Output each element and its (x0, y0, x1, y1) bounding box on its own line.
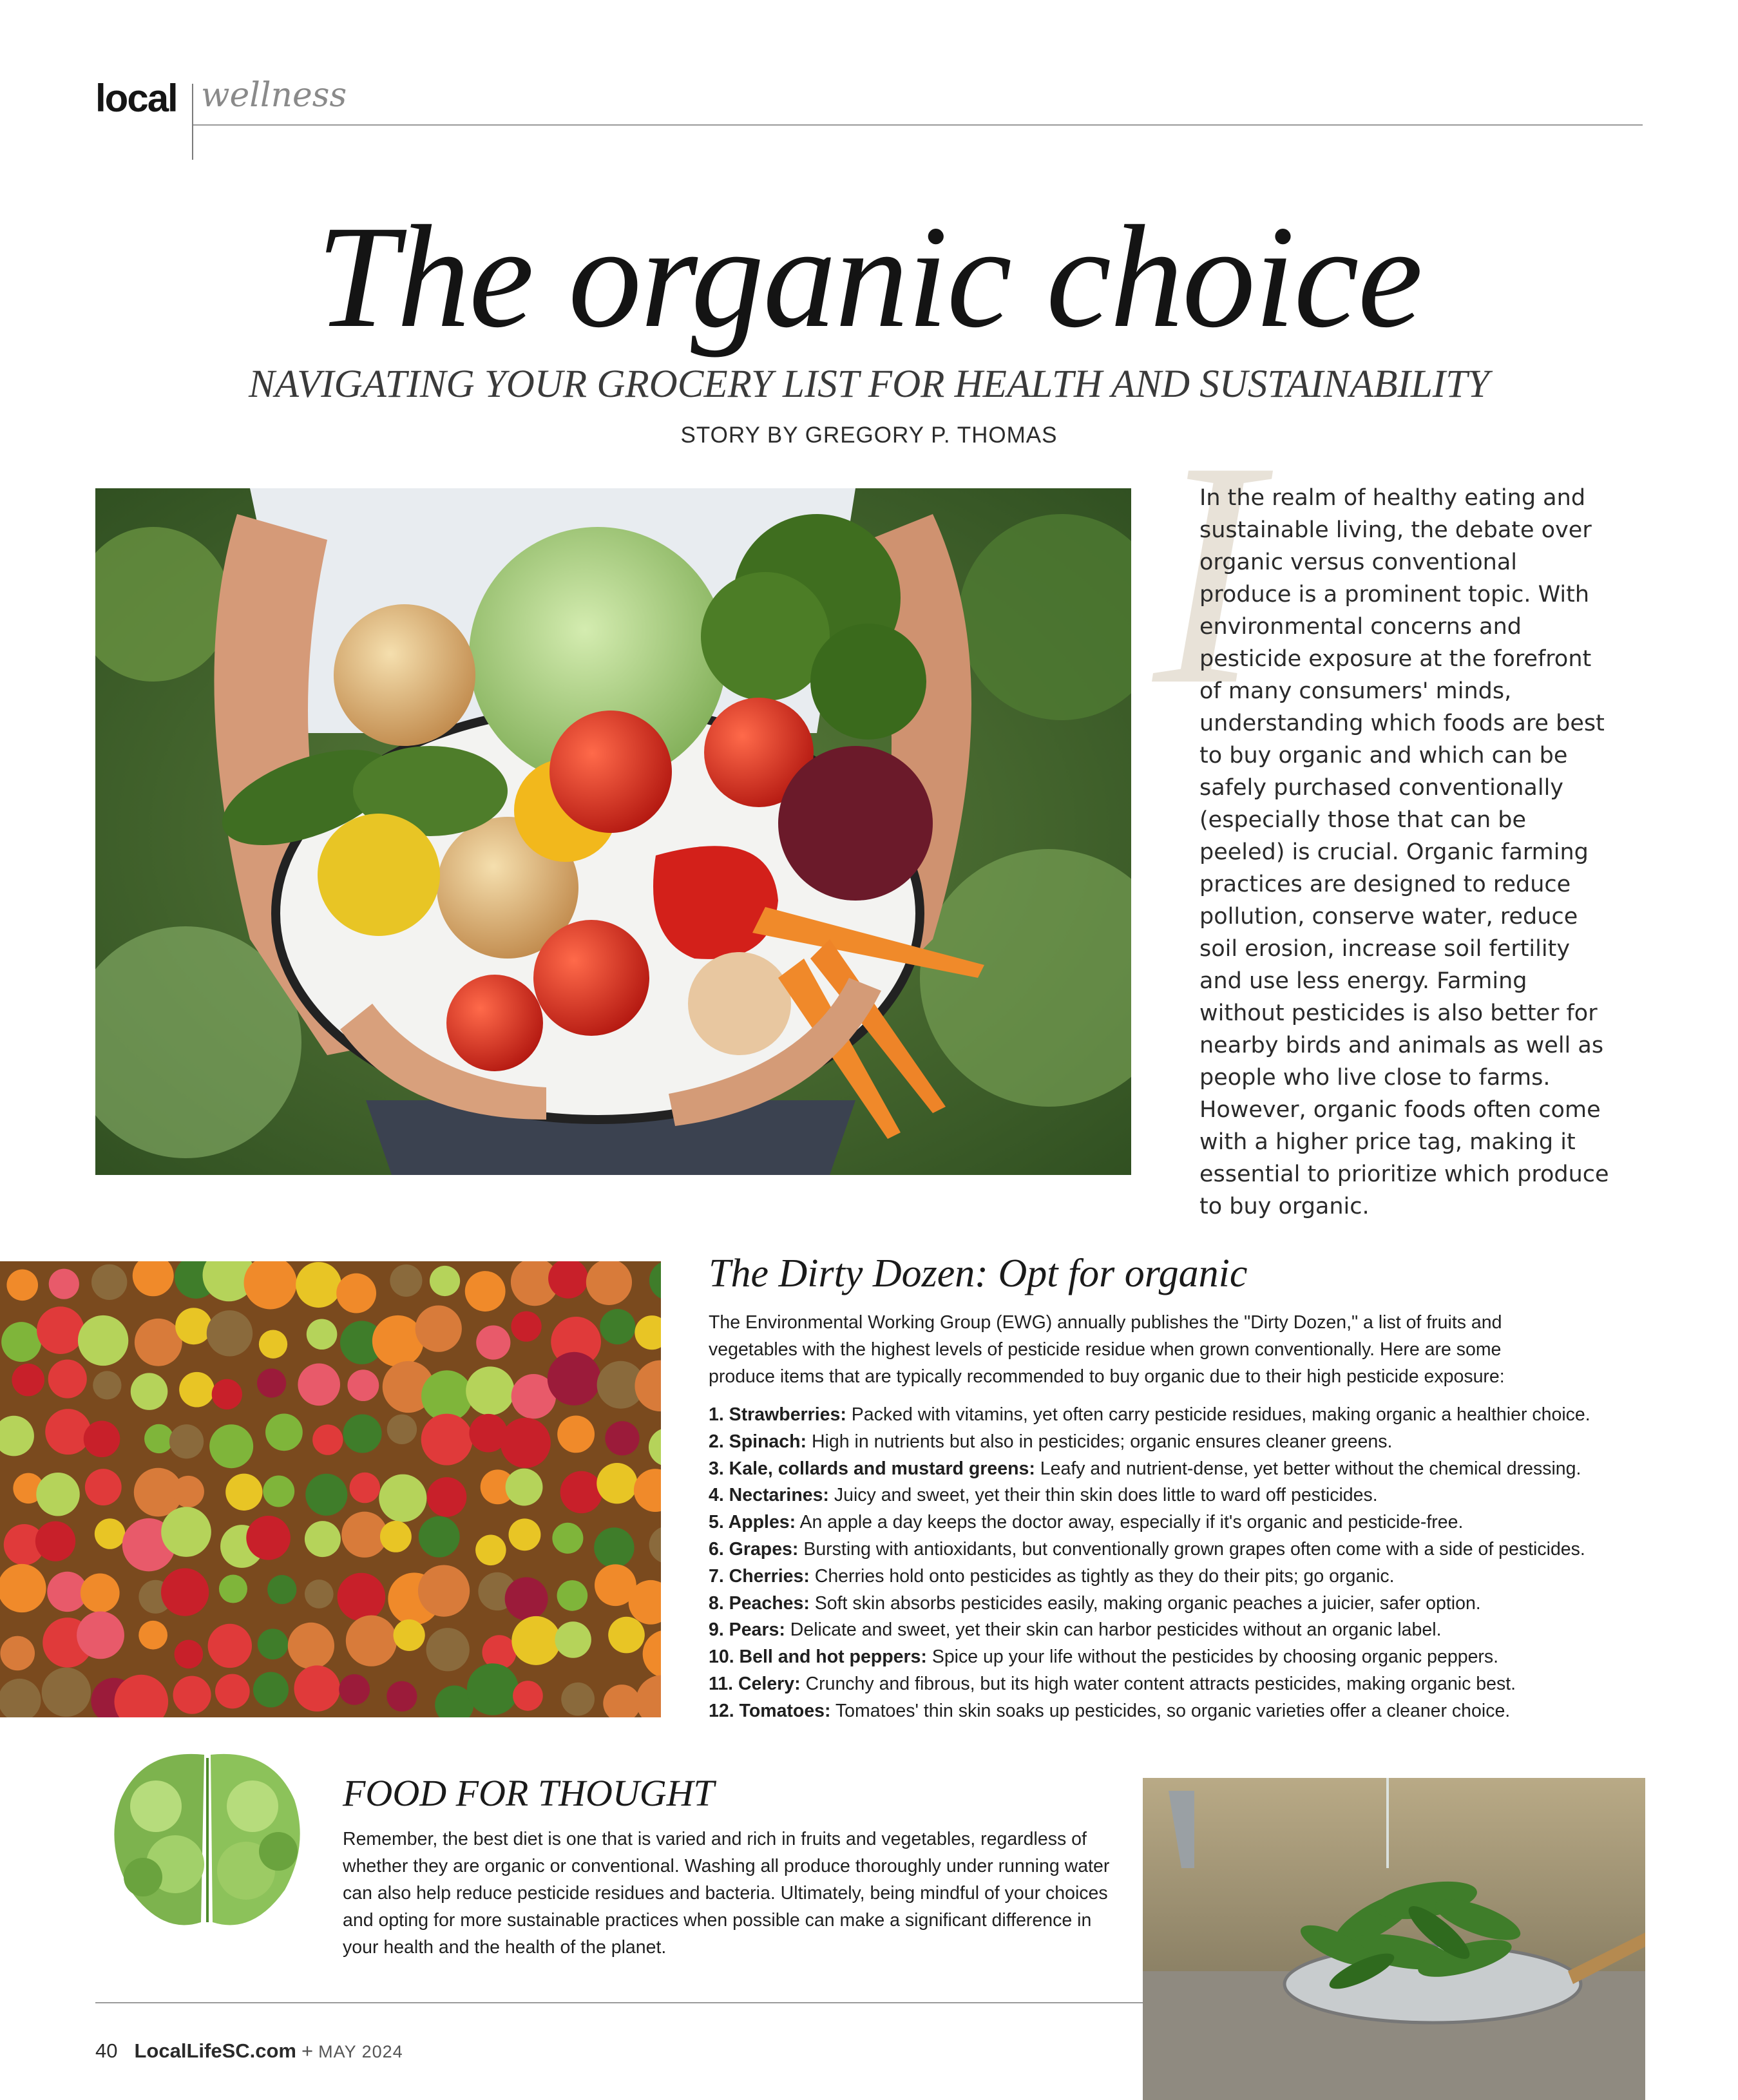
article-byline: STORY BY GREGORY P. THOMAS (680, 423, 1058, 448)
market-produce (560, 1471, 603, 1514)
market-produce (267, 1575, 296, 1604)
market-produce (608, 1617, 645, 1654)
list-item: 11. Celery: Crunchy and fibrous, but its high water content attracts pesticides, making organic best. (709, 1673, 1516, 1694)
market-produce (343, 1414, 382, 1453)
market-produce (506, 1469, 543, 1506)
market-produce (296, 1262, 341, 1308)
market-produce (294, 1665, 339, 1711)
market-produce (212, 1379, 242, 1409)
market-produce (85, 1469, 122, 1505)
list-item: 6. Grapes: Bursting with antioxidants, but conventionally grown grapes often come with a side of pesticides. (709, 1538, 1585, 1560)
list-item: 9. Pears: Delicate and sweet, yet their skin can harbor pesticides without an organic label. (709, 1619, 1442, 1641)
page-number: 40 (95, 2039, 118, 2062)
market-produce (605, 1421, 639, 1455)
market-produce (77, 1611, 124, 1659)
market-produce (305, 1521, 341, 1557)
footer-rule (95, 2002, 1143, 2003)
lettuce-brain-illustration (104, 1748, 309, 1935)
food-for-thought-heading: FOOD FOR THOUGHT (343, 1772, 714, 1814)
dirty-dozen-heading: The Dirty Dozen: Opt for organic (709, 1252, 1248, 1295)
list-item: 8. Peaches: Soft skin absorbs pesticides easily, making organic peaches a juicier, safer option. (709, 1592, 1481, 1614)
market-produce (225, 1474, 262, 1511)
list-item: 12. Tomatoes: Tomatoes' thin skin soaks up pesticides, so organic varieties offer a cleaner choice. (709, 1700, 1511, 1721)
market-produce (175, 1308, 212, 1344)
market-produce (175, 1640, 204, 1669)
market-produce (78, 1315, 128, 1366)
market-produce (501, 1418, 551, 1468)
market-produce (387, 1681, 417, 1712)
market-produce (84, 1421, 120, 1458)
footer-separator: + (301, 2039, 314, 2062)
market-produce (347, 1370, 379, 1401)
market-produce (419, 1516, 460, 1558)
dirty-dozen-list (709, 1402, 1714, 1725)
market-produce (173, 1476, 204, 1507)
market-produce (161, 1507, 211, 1557)
market-produce (557, 1415, 595, 1453)
market-produce (257, 1369, 286, 1398)
footer-issue: MAY 2024 (318, 2042, 403, 2061)
market-produce (557, 1580, 588, 1611)
market-produce (215, 1674, 250, 1709)
market-produce (476, 1325, 510, 1359)
market-produce (418, 1565, 470, 1616)
drop-cap: I (1153, 395, 1261, 752)
washing-greens-photo (1143, 1778, 1645, 2100)
market-produce (336, 1274, 376, 1313)
market-produce (597, 1463, 637, 1503)
market-produce (555, 1621, 591, 1657)
header-rule (193, 124, 1643, 126)
footer-site: LocalLifeSC.com (134, 2039, 296, 2062)
market-produce (350, 1473, 380, 1503)
market-produce (380, 1521, 412, 1552)
list-item: 1. Strawberries: Packed with vitamins, yet often carry pesticide residues, making organic a healthier choice. (709, 1404, 1590, 1425)
market-produce (35, 1521, 75, 1561)
market-produce (219, 1575, 247, 1603)
market-produce (288, 1623, 334, 1669)
market-produce (548, 1352, 601, 1406)
market-produce (427, 1477, 467, 1517)
market-produce (131, 1373, 168, 1410)
article-subtitle: NAVIGATING YOUR GROCERY LIST FOR HEALTH AND SUSTAINABILITY (249, 363, 1489, 406)
market-produce (390, 1265, 422, 1297)
market-produce (12, 1364, 44, 1397)
list-item: 3. Kale, collards and mustard greens: Leafy and nutrient-dense, yet better without the chemical dressing. (709, 1458, 1581, 1479)
market-produce (312, 1424, 343, 1455)
market-produce (208, 1624, 252, 1668)
page-footer (95, 2039, 403, 2063)
dirty-dozen-intro: The Environmental Working Group (EWG) annually publishes the "Dirty Dozen," a list of fruits and vegetables with the highest levels of pesticide residue when grown conventionally. Here are some produce items that are typically recommended to buy organic due to their high pesticide exposure: (709, 1312, 1505, 1387)
list-item: 10. Bell and hot peppers: Spice up your life without the pesticides by choosing organic peppers. (709, 1647, 1499, 1668)
header-divider (192, 84, 193, 160)
market-produce (426, 1628, 469, 1671)
section-label: wellness (201, 76, 347, 115)
market-produce (91, 1265, 127, 1300)
list-item: 2. Spinach: High in nutrients but also in pesticides; organic ensures cleaner greens. (709, 1431, 1393, 1452)
magazine-brand: local (95, 77, 177, 120)
market-produce (387, 1415, 417, 1444)
list-item: 4. Nectarines: Juicy and sweet, yet their thin skin does little to ward off pesticides. (709, 1485, 1378, 1506)
market-produce (305, 1580, 334, 1608)
market-produce (346, 1615, 397, 1666)
market-produce (338, 1573, 386, 1621)
market-produce (505, 1577, 548, 1620)
market-produce (179, 1372, 215, 1408)
market-produce (258, 1628, 289, 1659)
market-produce (207, 1310, 253, 1356)
market-produce (513, 1681, 543, 1711)
article-intro: In the realm of healthy eating and sustainable living, the debate over organic versus conventional produce is a prominent topic. With environmental concerns and pesticide exposure at the forefront of many consumers' minds, understanding which foods are best to buy organic and which can be safely purchased conventionally (especially those that can be peeled) is crucial. Organic farming practices are designed to reduce pollution, conserve water, reduce soil erosion, increase soil fertility and use less energy. Farming without pesticides is also better for nearby birds and animals as well as people who live close to farms. However, organic foods often come with a higher price tag, making it essential to prioritize which produce to buy organic. (1199, 485, 1609, 1219)
market-produce (37, 1306, 84, 1354)
market-produce (259, 1330, 287, 1359)
market-produce (1, 1322, 41, 1362)
market-produce (42, 1668, 91, 1717)
market-produce (161, 1568, 209, 1616)
market-produce (511, 1616, 560, 1665)
article-title: The organic choice (316, 196, 1422, 358)
market-produce (339, 1674, 370, 1705)
market-produce (307, 1319, 338, 1350)
market-produce (465, 1271, 506, 1312)
market-produce (36, 1473, 80, 1516)
market-produce (561, 1683, 595, 1716)
market-produce (138, 1621, 167, 1650)
market-produce (0, 1636, 35, 1671)
list-item: 7. Cherries: Cherries hold onto pesticides as tightly as they do their pits; go organic. (709, 1565, 1395, 1587)
market-produce (45, 1409, 91, 1455)
market-produce (511, 1311, 541, 1341)
market-produce (467, 1663, 519, 1715)
market-produce (209, 1424, 253, 1468)
market-produce (430, 1266, 460, 1296)
market-produce (81, 1574, 120, 1613)
market-produce (475, 1535, 506, 1566)
list-item: 5. Apples: An apple a day keeps the doctor away, especially if it's organic and pesticide-free. (709, 1512, 1464, 1533)
market-produce (93, 1371, 121, 1399)
food-for-thought-body: Remember, the best diet is one that is varied and rich in fruits and vegetables, regardless of whether they are organic or conventional. Washing all produce thoroughly under running water can also help reduce pesticide residues and bacteria. Ultimately, being mindful of your choices and opting for more sustainable practices when possible can make a significant difference in your health and the health of the planet. (343, 1829, 1110, 1958)
produce-market-photo (0, 1261, 661, 1717)
market-produce (415, 1305, 462, 1351)
market-produce (394, 1619, 425, 1651)
market-produce (594, 1527, 634, 1567)
market-produce (466, 1366, 514, 1415)
hero-vegetable-bowl-photo (95, 488, 1131, 1175)
market-produce (265, 1413, 303, 1451)
market-produce (263, 1476, 294, 1507)
market-produce (298, 1364, 340, 1406)
market-produce (246, 1516, 291, 1560)
market-produce (552, 1523, 583, 1554)
market-produce (48, 1360, 87, 1398)
market-produce (600, 1309, 635, 1344)
market-produce (144, 1424, 173, 1453)
market-produce (95, 1518, 126, 1549)
market-produce (173, 1676, 211, 1714)
market-produce (379, 1475, 426, 1522)
market-produce (421, 1414, 473, 1465)
market-produce (509, 1518, 541, 1551)
market-produce (586, 1261, 632, 1305)
market-produce (253, 1672, 289, 1708)
market-produce (305, 1474, 347, 1516)
market-produce (6, 1270, 38, 1301)
market-produce (169, 1424, 204, 1458)
market-produce (135, 1319, 182, 1366)
market-produce (49, 1269, 79, 1299)
